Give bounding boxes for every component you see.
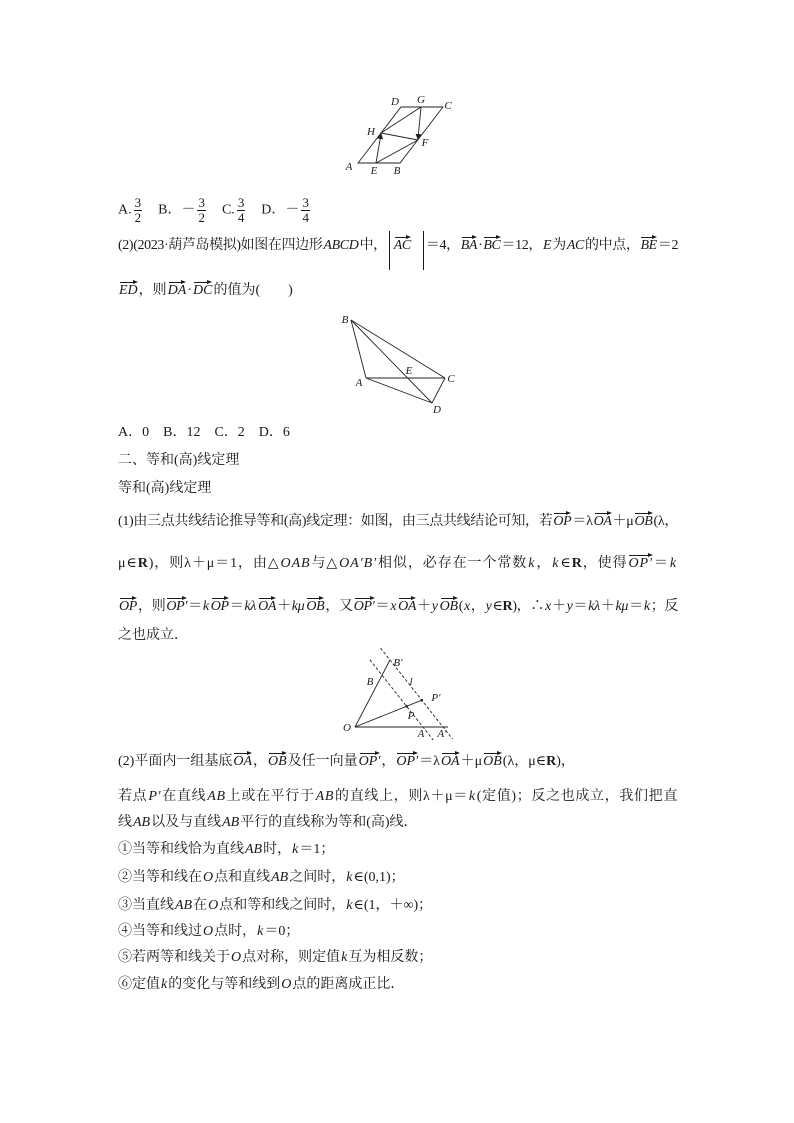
vector-term: AC xyxy=(394,236,411,256)
absolute-value xyxy=(389,236,424,256)
text-run: )， xyxy=(556,754,575,769)
vector-term: OP′ xyxy=(359,752,381,772)
math-variable: x xyxy=(545,599,551,614)
text-run: ＝2 xyxy=(657,238,679,253)
math-variable: O xyxy=(203,870,214,885)
fraction-denominator: 2 xyxy=(198,210,205,225)
fraction-denominator: 4 xyxy=(237,210,245,225)
math-variable: AB xyxy=(133,815,151,830)
number-set-symbol: R xyxy=(571,556,583,571)
vector-term: OA xyxy=(398,597,416,617)
text-run: (2)平面内一组基底 xyxy=(118,754,233,769)
segment-CD xyxy=(432,378,445,403)
text-run: ＝ xyxy=(229,599,244,614)
part-1-line-2 xyxy=(118,554,678,574)
text-run: 之间时， xyxy=(289,870,346,885)
text-run: 及任一向量 xyxy=(287,754,358,769)
text-run: ∈(0,1)； xyxy=(353,870,405,885)
label-F: F xyxy=(421,137,429,149)
text-run: ＝0； xyxy=(264,924,300,939)
math-variable: kμ xyxy=(291,599,305,614)
line-l xyxy=(381,648,453,739)
text-run: ＋μ xyxy=(460,754,483,769)
text-run: 线 xyxy=(118,815,132,830)
section-heading: 二、等和(高)线定理 xyxy=(118,453,240,468)
text-run: 上或在平行于 xyxy=(226,789,315,804)
part-2-line-2 xyxy=(118,787,678,807)
math-variable: O xyxy=(208,898,219,913)
figure-equal-sum-lines xyxy=(335,645,465,745)
math-variable: OAB xyxy=(280,556,311,571)
vector-term: DC xyxy=(193,281,212,301)
text-run: ∈(1，＋∞)； xyxy=(353,898,433,913)
question-1-options xyxy=(118,196,312,225)
fraction-numerator: 3 xyxy=(134,195,142,210)
text-run: 的值为( ) xyxy=(213,283,293,298)
segment-AD xyxy=(366,378,432,403)
vector-term: OA xyxy=(594,512,612,532)
label-E: E xyxy=(370,165,378,177)
text-run: (定值)；反之也成立，我们把直 xyxy=(476,789,678,804)
fraction xyxy=(134,196,143,225)
math-variable: AB xyxy=(245,842,263,857)
text-run: 点时， xyxy=(214,924,257,939)
question-2-options: A．0 B．12 C．2 D．6 xyxy=(118,425,290,440)
text-run: ∈ xyxy=(492,599,503,614)
part-1-line-3 xyxy=(118,597,678,617)
label-H: H xyxy=(367,126,375,138)
property-5 xyxy=(118,948,432,968)
text-run: ， xyxy=(381,754,396,769)
vector-term: OP xyxy=(553,512,571,532)
label-A: A xyxy=(417,728,425,740)
vector-term: OP′ xyxy=(166,597,187,617)
text-run: 之也成立． xyxy=(118,628,188,643)
math-variable: kλ xyxy=(588,599,600,614)
label-E: E xyxy=(405,365,413,377)
vector-term: OP′ xyxy=(396,752,418,772)
segment-BD xyxy=(351,320,432,403)
math-variable: AB xyxy=(222,815,240,830)
number-set-symbol: R xyxy=(502,599,513,614)
vector-term: OB xyxy=(483,752,502,772)
vector-term: BE xyxy=(640,236,656,256)
segment-HG xyxy=(381,107,421,133)
text-run: D．－ xyxy=(247,202,300,218)
vector-term: DA xyxy=(168,281,187,301)
label-D: D xyxy=(433,404,441,416)
text-run: 在直线 xyxy=(162,789,207,804)
math-variable: AB xyxy=(175,898,193,913)
text-run: ＝1； xyxy=(299,842,335,857)
math-variable: O xyxy=(203,924,214,939)
label-D: D xyxy=(391,96,399,108)
fraction-numerator: 3 xyxy=(198,195,205,210)
part-1-line-1 xyxy=(118,512,678,532)
math-variable: O xyxy=(281,977,292,992)
text-run: 在 xyxy=(193,898,208,913)
math-variable: k xyxy=(341,950,348,965)
text-run: 相似，必存在一个常数 xyxy=(378,556,528,571)
math-variable: y xyxy=(566,599,573,614)
fraction xyxy=(301,196,310,225)
math-variable: k xyxy=(161,977,168,992)
vector-term: OA xyxy=(441,752,460,772)
property-6 xyxy=(118,975,404,995)
label-B-prime: B′ xyxy=(393,657,403,669)
figure-parallelogram xyxy=(335,92,460,180)
text-run: ∈ xyxy=(560,556,572,571)
vector-term: BC xyxy=(483,236,500,256)
property-1 xyxy=(118,840,334,860)
text-run: ， xyxy=(536,556,552,571)
text-run: ，又 xyxy=(325,599,353,614)
segment-GF xyxy=(418,107,421,139)
text-run: ，则 xyxy=(138,283,167,298)
part-2-line-3 xyxy=(118,813,418,833)
text-run: 中， xyxy=(359,238,387,253)
text-run: 点和等和线之间时， xyxy=(219,898,346,913)
math-variable: k xyxy=(669,556,678,571)
text-run: C. xyxy=(207,202,235,218)
text-run: ＝λ xyxy=(572,514,593,529)
math-variable: k xyxy=(643,599,650,614)
vector-term: ED xyxy=(119,281,138,301)
fraction-numerator: 3 xyxy=(302,195,309,210)
text-run: 平行的直线称为等和(高)线． xyxy=(240,815,418,830)
text-run: 的变化与等和线到 xyxy=(168,977,281,992)
vector-term: OB xyxy=(268,752,287,772)
vector-term: OP xyxy=(119,597,137,617)
fraction xyxy=(197,196,206,225)
point-P xyxy=(405,705,408,708)
vector-term: OB xyxy=(634,512,652,532)
text-run: · xyxy=(187,283,193,298)
text-run: ⑤若两等和线关于 xyxy=(118,950,230,965)
text-run: 点的距离成正比． xyxy=(292,977,405,992)
math-variable: E xyxy=(543,238,552,253)
vector-term: BA xyxy=(461,236,477,256)
math-variable: k xyxy=(257,924,264,939)
math-variable: O xyxy=(231,950,242,965)
text-run: ， xyxy=(253,754,267,769)
text-run: ②当等和线在 xyxy=(118,870,202,885)
number-set-symbol: R xyxy=(546,754,557,769)
vector-term: OP′ xyxy=(628,554,652,574)
text-run: (2)(2023·葫芦岛模拟)如图在四边形 xyxy=(118,238,323,253)
section-subheading: 等和(高)线定理 xyxy=(118,481,212,496)
text-run: 为 xyxy=(552,238,566,253)
vector-term: OB xyxy=(440,597,458,617)
math-variable: y xyxy=(485,599,492,614)
math-variable: k xyxy=(202,599,209,614)
math-variable: OA′B′ xyxy=(339,556,378,571)
text-run: ＋ xyxy=(277,599,291,614)
label-G: G xyxy=(417,94,425,106)
question-2-stem-line-2 xyxy=(118,281,293,301)
text-run: ；反 xyxy=(650,599,679,614)
math-variable: P′ xyxy=(148,789,162,804)
math-variable: x xyxy=(464,599,470,614)
text-run: · xyxy=(478,238,483,253)
text-run: 的直线上，则λ＋μ＝ xyxy=(335,789,468,804)
text-run: ，使得 xyxy=(582,556,628,571)
vector-term: OP xyxy=(211,597,229,617)
math-variable: y xyxy=(431,599,438,614)
math-variable: AC xyxy=(566,238,584,253)
text-run: ( xyxy=(458,599,464,614)
text-run: ＋ xyxy=(417,599,431,614)
part-2-line-1 xyxy=(118,752,575,772)
text-run: ＝ xyxy=(375,599,390,614)
label-A: A xyxy=(345,161,353,173)
label-A-prime: A′ xyxy=(437,728,447,740)
text-run: 时， xyxy=(263,842,292,857)
text-run: (1)由三点共线结论推导等和(高)线定理：如图，由三点共线结论可知，若 xyxy=(118,514,553,529)
question-2-stem-line-1 xyxy=(118,236,678,256)
math-variable: ABCD xyxy=(323,238,359,253)
label-l: l xyxy=(409,676,413,688)
ray-OB xyxy=(355,660,390,727)
text-run: μ∈ xyxy=(118,556,138,571)
property-2 xyxy=(118,868,405,888)
text-run: ④当等和线过 xyxy=(118,924,202,939)
text-run: 点和直线 xyxy=(214,870,271,885)
text-run: ＋μ xyxy=(612,514,634,529)
math-variable: k xyxy=(528,556,536,571)
label-A: A xyxy=(355,377,363,389)
text-run: ＝ xyxy=(573,599,588,614)
math-variable: AB xyxy=(271,870,289,885)
text-run: ＝ xyxy=(653,556,669,571)
segment-BC xyxy=(351,320,445,378)
text-run: (λ， xyxy=(653,514,678,529)
segment-BA xyxy=(351,320,366,378)
math-variable: k xyxy=(468,789,476,804)
property-3 xyxy=(118,896,432,916)
vector-term: OA xyxy=(233,752,252,772)
vector-term: OB xyxy=(306,597,324,617)
text-run: ＝ xyxy=(188,599,202,614)
text-run: )，∴ xyxy=(512,599,545,614)
math-variable: k xyxy=(552,556,560,571)
point-P-prime xyxy=(421,699,424,702)
fraction-denominator: 4 xyxy=(302,210,309,225)
text-run: )，则λ＋μ＝1，由△ xyxy=(148,556,280,571)
vector-term: OP′ xyxy=(354,597,375,617)
text-run: ＝4， xyxy=(425,238,460,253)
figure-quadrilateral xyxy=(335,310,460,420)
fraction xyxy=(237,196,246,225)
text-run: (λ，μ∈ xyxy=(502,754,547,769)
label-C: C xyxy=(447,373,455,385)
text-run: ⑥定值 xyxy=(118,977,160,992)
text-run: A. xyxy=(118,202,132,218)
text-run: 互为相反数； xyxy=(348,950,433,965)
text-run: B．－ xyxy=(144,202,196,218)
math-variable: kμ xyxy=(615,599,629,614)
vector-term: OA xyxy=(258,597,276,617)
fraction-denominator: 2 xyxy=(134,210,142,225)
label-B: B xyxy=(341,314,349,326)
label-B: B xyxy=(393,165,401,177)
text-run: ＝12， xyxy=(501,238,543,253)
number-set-symbol: R xyxy=(137,556,149,571)
label-C: C xyxy=(444,100,452,112)
label-P-prime: P′ xyxy=(431,692,441,704)
text-run: 以及与直线 xyxy=(151,815,222,830)
part-1-line-4 xyxy=(118,626,188,646)
text-run: 点对称，则定值 xyxy=(242,950,341,965)
math-variable: AB xyxy=(315,789,335,804)
math-variable: k xyxy=(346,898,353,913)
text-run: ＝λ xyxy=(419,754,440,769)
text-run: ①当等和线恰为直线 xyxy=(118,842,244,857)
segment-EF xyxy=(376,140,418,163)
math-variable: kλ xyxy=(244,599,257,614)
property-4 xyxy=(118,922,299,942)
fraction-numerator: 3 xyxy=(237,195,245,210)
label-O: O xyxy=(343,722,351,734)
segment-HF xyxy=(381,133,418,140)
math-variable: AB xyxy=(207,789,226,804)
text-run: 的中点， xyxy=(584,238,640,253)
text-run: 若点 xyxy=(118,789,148,804)
text-run: ③当直线 xyxy=(118,898,174,913)
text-run: ，则 xyxy=(138,599,166,614)
label-P: P xyxy=(407,710,415,722)
text-run: ， xyxy=(470,599,485,614)
math-variable: k xyxy=(292,842,299,857)
math-variable: x xyxy=(390,599,397,614)
label-B: B xyxy=(366,676,374,688)
text-run: 与△ xyxy=(311,556,339,571)
text-run: ＋ xyxy=(551,599,566,614)
math-variable: k xyxy=(346,870,353,885)
text-run: ＋ xyxy=(600,599,615,614)
text-run: ＝ xyxy=(629,599,643,614)
